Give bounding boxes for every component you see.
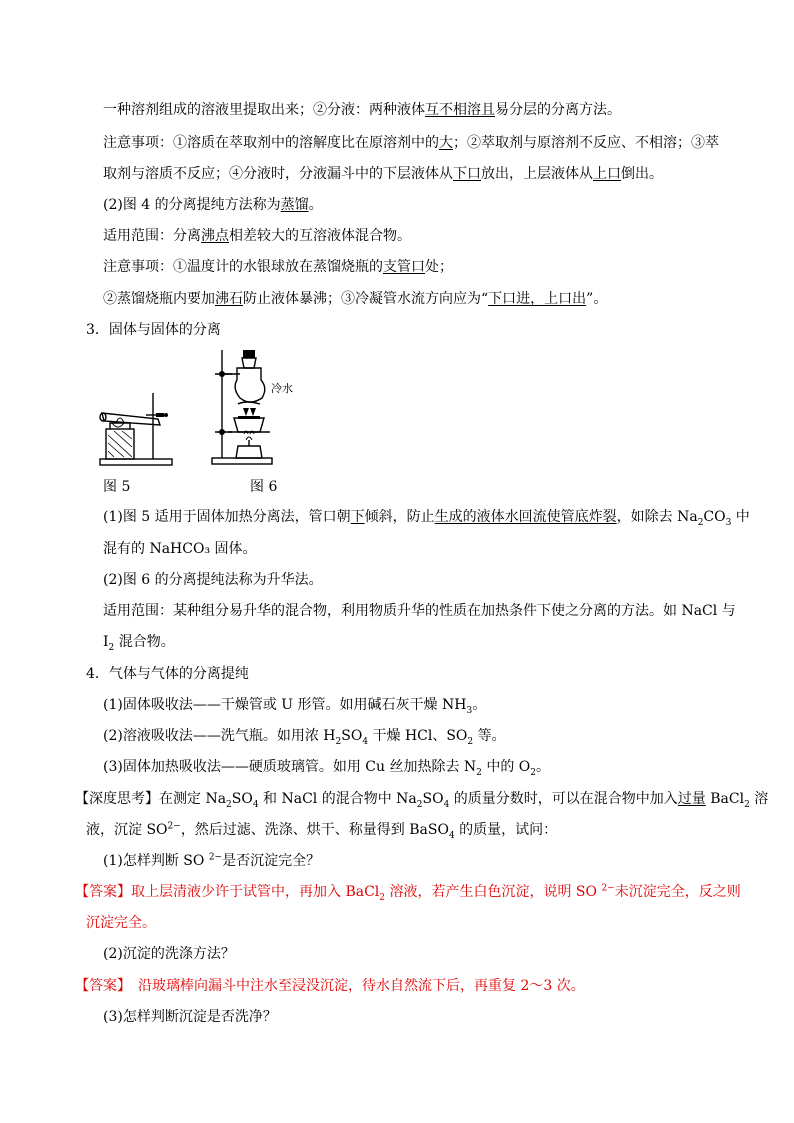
figure-6-caption: 图 6 bbox=[250, 479, 278, 495]
text: (1)怎样判断 SO bbox=[103, 853, 209, 869]
text: 。 bbox=[308, 197, 323, 213]
text: 【深度思考】在测定 Na bbox=[75, 791, 227, 807]
subscript: 2 bbox=[530, 767, 537, 778]
text: 倾斜，防止 bbox=[364, 509, 435, 525]
text: 是否沉淀完全？ bbox=[222, 853, 321, 869]
text: (2)图 4 的分离提纯方法称为 bbox=[103, 197, 281, 213]
subscript: 2 bbox=[467, 736, 474, 747]
text: CO bbox=[703, 509, 726, 525]
text: 等。 bbox=[473, 728, 506, 744]
text: 。 bbox=[536, 759, 551, 775]
text: 一种溶剂组成的溶液里提取出来；②分液：两种液体 bbox=[103, 102, 425, 118]
underlined-answer: 沸石 bbox=[215, 291, 243, 307]
text: ，然后过滤、洗涤、烘干、称量得到 BaSO bbox=[180, 822, 449, 838]
subscript: 4 bbox=[448, 830, 455, 841]
text: 和 NaCl 的混合物中 Na bbox=[258, 791, 417, 807]
text: 注意事项：①溶质在萃取剂中的溶解度比在原溶剂中的 bbox=[103, 135, 439, 151]
question-2: (2)沉淀的洗涤方法？ bbox=[103, 946, 235, 962]
question-3: (3)怎样判断沉淀是否洗净？ bbox=[103, 1009, 277, 1025]
subscript: 2 bbox=[108, 642, 115, 653]
underlined-answer: 生成的液体水回流使管底炸裂 bbox=[434, 509, 617, 525]
section-heading: 3．固体与固体的分离 bbox=[86, 322, 221, 338]
text-line: 适用范围：某种组分易升华的混合物，利用物质升华的性质在加热条件下使之分离的方法。如 NaCl 与 bbox=[103, 603, 736, 619]
subscript: 4 bbox=[443, 799, 450, 810]
text: 取剂与溶质不反应；④分液时，分液漏斗中的下层液体从 bbox=[103, 166, 453, 182]
underlined-answer: 互不相溶且 bbox=[425, 102, 495, 118]
text-line bbox=[103, 133, 719, 153]
text: SO bbox=[231, 791, 253, 807]
text: SO bbox=[422, 791, 444, 807]
text-line bbox=[103, 100, 621, 120]
text: (1)图 5 适用于固体加热分离法，管口朝 bbox=[103, 509, 351, 525]
text: (3)固体加热吸收法——硬质玻璃管。如用 Cu 丝加热除去 N bbox=[103, 759, 477, 775]
subscript: 2 bbox=[335, 736, 342, 747]
text: BaCl bbox=[705, 791, 745, 807]
text-line bbox=[86, 820, 557, 840]
figure-5-caption: 图 5 bbox=[103, 479, 131, 495]
superscript: 2− bbox=[208, 852, 223, 863]
text: 混合物。 bbox=[114, 634, 175, 650]
text-line bbox=[103, 695, 486, 715]
subscript: 4 bbox=[252, 799, 259, 810]
text-line bbox=[103, 164, 663, 184]
text: 防止液体暴沸；③冷凝管水流方向应为“ bbox=[243, 291, 489, 307]
text: 溶液，若产生白色沉淀，说明 SO bbox=[385, 884, 602, 900]
text-line bbox=[103, 195, 323, 215]
text: ”。 bbox=[586, 291, 608, 307]
underlined-answer: 大 bbox=[439, 135, 453, 151]
underlined-answer: 下口进，上口出 bbox=[488, 291, 587, 307]
underlined-answer: 沸点 bbox=[201, 228, 229, 244]
text: 处； bbox=[425, 259, 453, 275]
text: 易分层的分离方法。 bbox=[495, 102, 621, 118]
subscript: 3 bbox=[725, 517, 732, 528]
text: (1)固体吸收法——干燥管或 U 形管。如用碱石灰干燥 NH bbox=[103, 697, 467, 713]
underlined-answer: 上口 bbox=[593, 166, 621, 182]
answer-2: 【答案】 沿玻璃棒向漏斗中注水至浸没沉淀，待水自然流下后，再重复 2～3 次。 bbox=[75, 978, 585, 994]
superscript: 2− bbox=[601, 883, 615, 894]
subscript: 2 bbox=[226, 799, 232, 810]
subscript: 2 bbox=[697, 517, 704, 528]
text: 液，沉淀 SO bbox=[86, 822, 168, 838]
text-line: 混有的 NaHCO₃ 固体。 bbox=[103, 541, 257, 557]
text: ，如除去 Na bbox=[616, 509, 698, 525]
underlined-answer: 支管口 bbox=[383, 259, 425, 275]
text: 未沉淀完全，反之则 bbox=[614, 884, 741, 900]
underlined-answer: 下 bbox=[350, 509, 365, 525]
text-line: (2)图 6 的分离提纯法称为升华法。 bbox=[103, 572, 323, 588]
subscript: 2 bbox=[744, 799, 750, 810]
text: 。 bbox=[472, 697, 487, 713]
subscript: 2 bbox=[416, 799, 423, 810]
text-line bbox=[103, 726, 506, 746]
text: 的质量，试问： bbox=[454, 822, 558, 838]
cold-water-label: 冷水 bbox=[271, 382, 293, 395]
text: ②蒸馏烧瓶内要加 bbox=[103, 291, 215, 307]
text: 中 bbox=[731, 509, 750, 525]
section-heading: 4．气体与气体的分离提纯 bbox=[86, 666, 249, 682]
text: (2)溶液吸收法——洗气瓶。如用浓 H bbox=[103, 728, 336, 744]
text: I bbox=[103, 634, 109, 650]
text: 中的 O bbox=[481, 759, 531, 775]
subscript: 2 bbox=[476, 767, 482, 778]
text: 相差较大的互溶液体混合物。 bbox=[229, 228, 411, 244]
figure-5-test-tube-heating bbox=[98, 385, 178, 467]
text: 适用范围：分离 bbox=[103, 228, 201, 244]
superscript: 2− bbox=[167, 821, 181, 832]
text: SO bbox=[341, 728, 363, 744]
answer-1-continued: 沉淀完全。 bbox=[86, 915, 156, 931]
subscript: 2 bbox=[379, 892, 386, 903]
answer-1 bbox=[75, 882, 741, 902]
text-line bbox=[103, 257, 453, 277]
text: ；②萃取剂与原溶剂不反应、不相溶；③萃 bbox=[453, 135, 719, 151]
underlined-answer: 过量 bbox=[677, 791, 706, 807]
figure-6-sublimation-apparatus bbox=[210, 348, 300, 466]
text: 注意事项：①温度计的水银球放在蒸馏烧瓶的 bbox=[103, 259, 383, 275]
subscript: 4 bbox=[362, 736, 369, 747]
underlined-answer: 蒸馏 bbox=[280, 197, 309, 213]
text: 放出，上层液体从 bbox=[481, 166, 593, 182]
text: 干燥 HCl、SO bbox=[368, 728, 468, 744]
text-line bbox=[103, 289, 607, 309]
underlined-answer: 下口 bbox=[453, 166, 481, 182]
subscript: 3 bbox=[466, 705, 473, 716]
text: 的质量分数时，可以在混合物中加入 bbox=[449, 791, 678, 807]
text-line bbox=[103, 632, 175, 652]
text: 倒出。 bbox=[621, 166, 663, 182]
text-line bbox=[103, 757, 550, 777]
text-line bbox=[103, 507, 750, 527]
question-1 bbox=[103, 851, 320, 871]
text: 【答案】取上层清液少许于试管中，再加入 BaCl bbox=[75, 884, 380, 900]
text-line bbox=[75, 789, 768, 809]
text-line bbox=[103, 226, 411, 246]
text: 溶 bbox=[749, 791, 769, 807]
